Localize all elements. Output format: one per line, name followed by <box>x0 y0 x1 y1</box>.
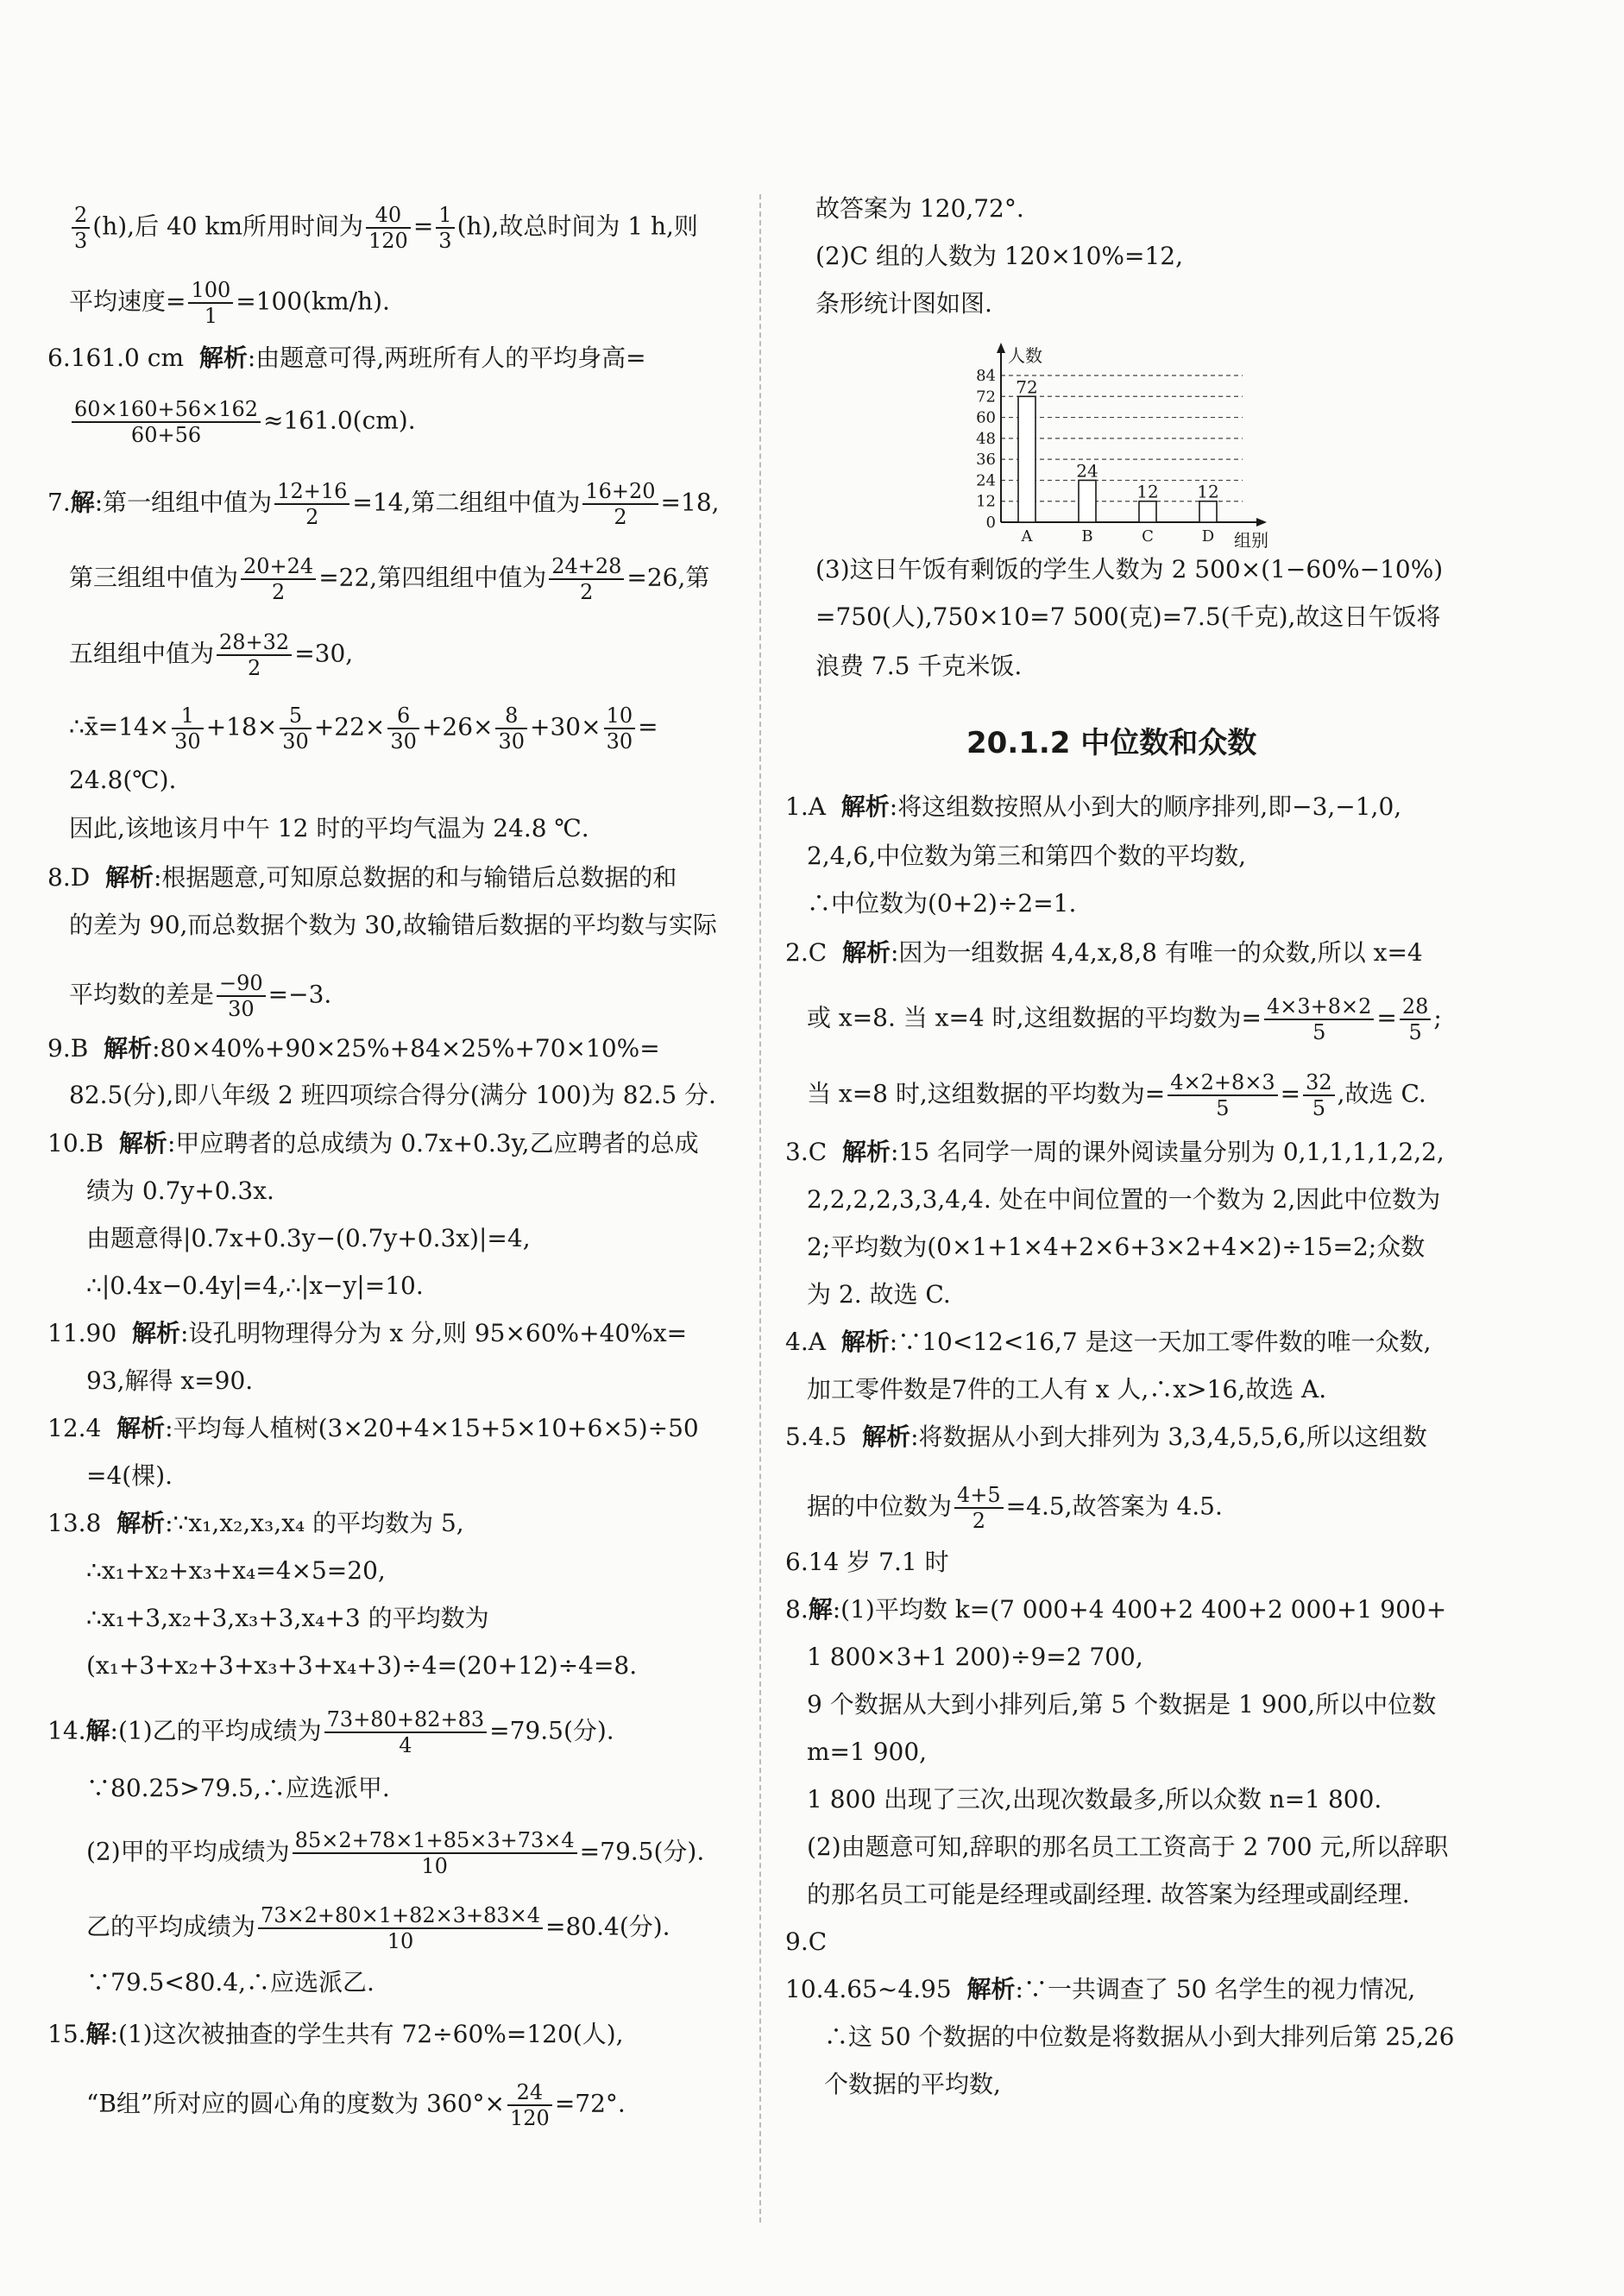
q9-line1: 9.B 解析:80×40%+90×25%+84×25%+70×10%= <box>47 1034 660 1063</box>
q14-line2: ∵80.25>79.5,∴应选派甲. <box>86 1774 390 1802</box>
bar-C <box>1139 501 1156 522</box>
a5-line1: 5.4.5 解析:将数据从小到大排列为 3,3,4,5,5,6,所以这组数 <box>785 1422 1427 1451</box>
bar-D <box>1199 501 1217 522</box>
q6-line2: $\frac{60\times 160+56\times 162}{60+56}$ ≈161.0(cm). <box>69 397 416 447</box>
q5-frac3: $\frac{1}{3}$ <box>436 203 454 253</box>
y-tick-label: 48 <box>976 429 996 448</box>
q7-line5: 24.8(℃). <box>69 766 177 794</box>
a5-line2: 据的中位数为 $\frac{4+5}{2}$ =4.5,故答案为 4.5. <box>807 1483 1223 1533</box>
bar-chart <box>949 341 1294 548</box>
a2-line2: 或 x=8. 当 x=4 时,这组数据的平均数为= $\frac{4\times 3+8\times 2}{5}$ = $\frac{28}{5}$ ; <box>807 994 1442 1044</box>
r-line6: 浪费 7.5 千克米饭. <box>815 652 1023 680</box>
q6-line1: 6.161.0 cm 解析:由题意可得,两班所有人的平均身高= <box>47 344 646 372</box>
q7-line6: 因此,该地该月中午 12 时的平均气温为 24.8 ℃. <box>69 814 589 842</box>
q5-line2: 平均速度= $\frac{100}{1}$ =100(km/h). <box>69 278 390 328</box>
a4-line1: 4.A 解析:∵10<12<16,7 是这一天加工零件数的唯一众数, <box>785 1328 1432 1356</box>
y-tick-label: 84 <box>976 367 996 385</box>
x-tick-label: C <box>1142 527 1154 546</box>
q10-line2: 绩为 0.7y+0.3x. <box>86 1176 274 1205</box>
a10-line1: 10.4.65~4.95 解析:∵一共调查了 50 名学生的视力情况, <box>785 1975 1416 2003</box>
a3-line1: 3.C 解析:15 名同学一周的课外阅读量分别为 0,1,1,1,1,2,2, <box>785 1138 1445 1166</box>
a8-line1: 8.解:(1)平均数 k=(7 000+4 400+2 400+2 000+1 900+ <box>785 1595 1447 1624</box>
bar-value-label: 24 <box>1076 460 1098 482</box>
q11-line1: 11.90 解析:设孔明物理得分为 x 分,则 95×60%+40%x= <box>47 1319 688 1347</box>
a3-line4: 为 2. 故选 C. <box>807 1280 951 1309</box>
a8-line3: 9 个数据从大到小排列后,第 5 个数据是 1 900,所以中位数 <box>807 1690 1437 1719</box>
y-tick-label: 72 <box>976 388 996 407</box>
a10-line2: ∴这 50 个数据的中位数是将数据从小到大排列后第 25,26 <box>824 2022 1455 2051</box>
q8-line3: 平均数的差是 $\frac{-90}{30}$ =−3. <box>69 971 332 1021</box>
q14-line5: ∵79.5<80.4,∴应选派乙. <box>86 1968 375 1996</box>
y-tick-label: 24 <box>976 471 996 490</box>
q7-line3: 五组组中值为 $\frac{28+32}{2}$ =30, <box>69 630 354 680</box>
r-line4: (3)这日午饭有剩饭的学生人数为 2 500×(1−60%−10%) <box>815 555 1444 583</box>
r-line3: 条形统计图如图. <box>815 289 992 318</box>
a8-line4: m=1 900, <box>807 1738 928 1766</box>
q5-line1: $\frac{2}{3}$ (h),后 40 km所用时间为 $\frac{40}{120}$ = $\frac{1}{3}$ (h),故总时间为 1 h,则 <box>69 203 698 253</box>
q8-line2: 的差为 90,而总数据个数为 30,故输错后数据的平均数与实际 <box>69 911 717 939</box>
r-line2: (2)C 组的人数为 120×10%=12, <box>815 242 1184 270</box>
a3-line2: 2,2,2,2,3,3,4,4. 处在中间位置的一个数为 2,因此中位数为 <box>807 1185 1441 1214</box>
a6-line: 6.14 岁 7.1 时 <box>785 1548 949 1576</box>
y-tick-label: 12 <box>976 492 996 511</box>
a4-line2: 加工零件数是7件的工人有 x 人,∴x>16,故选 A. <box>807 1375 1327 1403</box>
bar-value-label: 12 <box>1136 481 1159 502</box>
q12-line2: =4(棵). <box>86 1461 173 1490</box>
column-divider <box>759 194 761 2223</box>
q11-line2: 93,解得 x=90. <box>86 1366 254 1395</box>
a10-line3: 个数据的平均数, <box>824 2070 1001 2098</box>
q5-frac1: $\frac{2}{3}$ <box>72 203 90 253</box>
q13-line3: ∴x₁+3,x₂+3,x₃+3,x₄+3 的平均数为 <box>86 1604 489 1632</box>
q7-line2: 第三组组中值为 $\frac{20+24}{2}$ =22,第四组组中值为 $\frac{24+28}{2}$ =26,第 <box>69 554 710 604</box>
a9-line: 9.C <box>785 1927 828 1956</box>
q14-line4: 乙的平均成绩为 $\frac{73\times 2+80\times 1+82\times 3+83\times 4}{10}$ =80.4(分). <box>86 1903 670 1953</box>
a8-line6: (2)由题意可知,辞职的那名员工工资高于 2 700 元,所以辞职 <box>807 1832 1449 1861</box>
q7-line4: ∴x̄=14× $\frac{1}{30}$ +18× $\frac{5}{30}$ +22× $\frac{6}{30}$ +26× $\frac{8}{30}$ +30× $\frac{10}{30}$ = <box>69 703 658 754</box>
q14-line3: (2)甲的平均成绩为 $\frac{85\times 2+78\times 1+85\times 3+73\times 4}{10}$ =79.5(分). <box>86 1828 705 1878</box>
r-line1: 故答案为 120,72°. <box>815 194 1024 223</box>
q15-line1: 15.解:(1)这次被抽查的学生共有 72÷60%=120(人), <box>47 2020 624 2048</box>
q8-line1: 8.D 解析:根据题意,可知原总数据的和与输错后总数据的和 <box>47 863 677 892</box>
a8-line2: 1 800×3+1 200)÷9=2 700, <box>807 1643 1143 1671</box>
bar-value-label: 12 <box>1197 481 1219 502</box>
a3-line3: 2;平均数为(0×1+1×4+2×6+3×2+4×2)÷15=2;众数 <box>807 1233 1426 1261</box>
bar-B <box>1079 480 1096 522</box>
section-title: 20.1.2 中位数和众数 <box>966 726 1257 760</box>
q13-line2: ∴x₁+x₂+x₃+x₄=4×5=20, <box>86 1556 386 1585</box>
q12-line1: 12.4 解析:平均每人植树(3×20+4×15+5×10+6×5)÷50 <box>47 1414 699 1442</box>
q5-frac4: $\frac{100}{1}$ <box>188 278 233 328</box>
q10-line4: ∴|0.4x−0.4y|=4,∴|x−y|=10. <box>86 1271 424 1300</box>
q13-line4: (x₁+3+x₂+3+x₃+3+x₄+3)÷4=(20+12)÷4=8. <box>86 1651 638 1680</box>
a1-line1: 1.A 解析:将这组数按照从小到大的顺序排列,即−3,−1,0, <box>785 792 1402 821</box>
x-tick-label: A <box>1021 527 1033 546</box>
bar-A <box>1018 396 1035 522</box>
bar-value-label: 72 <box>1016 376 1038 398</box>
y-axis-label: 人数 <box>1008 345 1042 366</box>
q6-frac: $\frac{60\times 160+56\times 162}{60+56}$ <box>72 397 261 447</box>
y-tick-label: 60 <box>976 408 996 427</box>
q10-line3: 由题意得|0.7x+0.3y−(0.7y+0.3x)|=4, <box>86 1224 531 1252</box>
x-axis-arrow <box>1256 518 1267 527</box>
q13-line1: 13.8 解析:∵x₁,x₂,x₃,x₄ 的平均数为 5, <box>47 1509 464 1537</box>
q10-line1: 10.B 解析:甲应聘者的总成绩为 0.7x+0.3y,乙应聘者的总成 <box>47 1129 699 1157</box>
a1-line3: ∴中位数为(0+2)÷2=1. <box>807 889 1077 918</box>
a2-line3: 当 x=8 时,这组数据的平均数为= $\frac{4\times 2+8\times 3}{5}$ = $\frac{32}{5}$ ,故选 C. <box>807 1070 1426 1120</box>
q5-frac2: $\frac{40}{120}$ <box>366 203 411 253</box>
x-tick-label: B <box>1081 527 1093 546</box>
a1-line2: 2,4,6,中位数为第三和第四个数的平均数, <box>807 842 1247 870</box>
y-axis-arrow <box>997 343 1005 353</box>
a8-line5: 1 800 出现了三次,出现次数最多,所以众数 n=1 800. <box>807 1785 1382 1813</box>
x-tick-label: D <box>1201 527 1215 546</box>
r-line5: =750(人),750×10=7 500(克)=7.5(千克),故这日午饭将 <box>815 602 1441 631</box>
q14-line1: 14.解:(1)乙的平均成绩为 $\frac{73+80+82+83}{4}$ =79.5(分). <box>47 1707 614 1757</box>
q7-line1: 7.解:第一组组中值为 $\frac{12+16}{2}$ =14,第二组组中值为 $\frac{16+20}{2}$ =18, <box>47 479 720 529</box>
a2-line1: 2.C 解析:因为一组数据 4,4,x,8,8 有唯一的众数,所以 x=4 <box>785 938 1423 967</box>
q9-line2: 82.5(分),即八年级 2 班四项综合得分(满分 100)为 82.5 分. <box>69 1081 716 1109</box>
y-tick-label: 0 <box>985 514 996 532</box>
a8-line7: 的那名员工可能是经理或副经理. 故答案为经理或副经理. <box>807 1880 1410 1908</box>
x-axis-label: 组别 <box>1234 530 1268 548</box>
q15-line2: “B组”所对应的圆心角的度数为 360°× $\frac{24}{120}$ =72°. <box>86 2080 626 2130</box>
y-tick-label: 36 <box>976 451 996 470</box>
